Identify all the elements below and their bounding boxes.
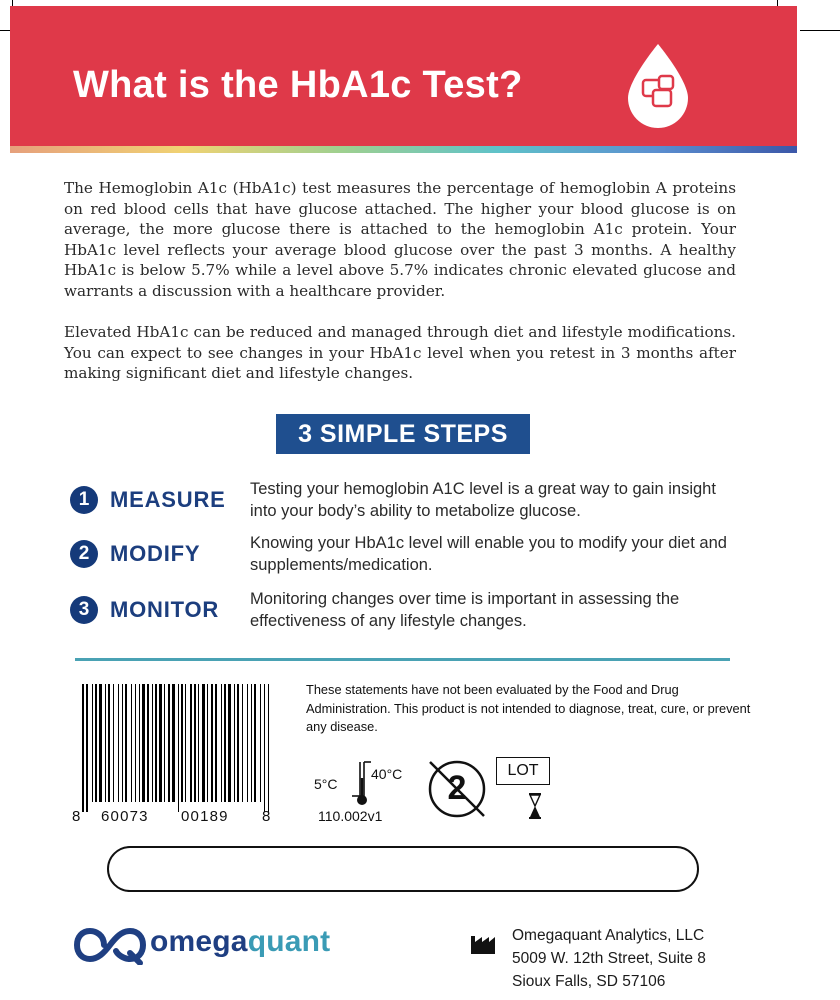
omegaquant-logo-text — [150, 922, 330, 962]
city-state-zip: Sioux Falls, SD 57106 — [512, 973, 666, 990]
barcode-bar — [135, 684, 136, 802]
barcode-bar — [260, 684, 261, 802]
barcode-bar — [181, 684, 183, 802]
manufacturer-address — [512, 924, 706, 993]
barcode-bar — [122, 684, 123, 802]
logo-text-quant: quant — [247, 925, 331, 958]
barcode-bar — [168, 684, 170, 802]
barcode-bar — [95, 684, 97, 802]
step-description: Knowing your HbA1c level will enable you to modify your diet and supplements/medication. — [250, 534, 727, 574]
step-monitor — [70, 590, 750, 646]
barcode-bar — [139, 684, 140, 802]
step-description: Monitoring changes over time is important in assessing the effectiveness of any lifestyle changes. — [250, 590, 680, 630]
barcode-bar — [242, 684, 243, 802]
step-name: MODIFY — [110, 541, 201, 566]
barcode-digits-left: 60073 — [101, 808, 149, 825]
step-number-badge: 2 — [70, 540, 98, 568]
intro-paragraph-2: Elevated HbA1c can be reduced and managed through diet and lifestyle modifications. You can expect to see changes in your HbA1c level when you retest in 3 months after making significant diet and lifestyle changes. — [64, 323, 736, 382]
step-measure — [70, 480, 750, 536]
barcode-bar — [159, 684, 162, 802]
crop-mark-right — [800, 30, 840, 31]
section-divider — [75, 658, 730, 661]
barcode-digit-system: 8 — [72, 808, 82, 825]
blood-drop-cells-icon — [620, 40, 696, 130]
barcode-bar — [234, 684, 235, 802]
barcode-bar — [251, 684, 252, 802]
barcode-bar — [131, 684, 132, 802]
logo-text-omega: omega — [150, 925, 248, 958]
barcode-bar — [190, 684, 192, 802]
lot-box: LOT — [496, 757, 550, 785]
company-name: Omegaquant Analytics, LLC — [512, 927, 705, 944]
barcode-bar — [152, 684, 153, 802]
barcode-bar — [142, 684, 145, 802]
barcode-bar — [105, 684, 106, 802]
steps-heading: 3 SIMPLE STEPS — [276, 414, 530, 454]
temperature-max: 40°C — [371, 766, 403, 782]
page-title: What is the HbA1c Test? — [73, 64, 523, 106]
step-number-badge: 3 — [70, 596, 98, 624]
barcode-digits-right: 00189 — [181, 808, 229, 825]
step-description: Testing your hemoglobin A1C level is a great way to gain insight into your body’s ability to metabolize glucose. — [250, 480, 716, 520]
barcode-bar — [99, 684, 102, 802]
barcode-bar — [118, 684, 119, 802]
expiry-hourglass-icon — [527, 792, 543, 820]
barcode-bar — [113, 684, 114, 802]
write-in-field — [107, 846, 699, 892]
version-code: 110.002v1 — [318, 808, 383, 824]
rainbow-stripe — [10, 146, 797, 153]
barcode-bar — [198, 684, 199, 802]
temperature-min: 5°C — [314, 776, 338, 792]
barcode-bar — [178, 684, 179, 812]
temperature-limit-icon — [350, 758, 372, 808]
barcode-bar — [194, 684, 196, 802]
barcode-bar — [86, 684, 88, 812]
barcode-bar — [268, 684, 269, 812]
barcode-bar — [254, 684, 256, 802]
barcode-bar — [247, 684, 248, 802]
manufacturer-icon — [470, 932, 496, 954]
fda-disclaimer: These statements have not been evaluated by the Food and Drug Administration. This product is not intended to diagnose, treat, cure, or prevent any disease. — [306, 682, 751, 734]
step-modify — [70, 534, 750, 590]
step-name: MONITOR — [110, 597, 220, 622]
intro-paragraph-1: The Hemoglobin A1c (HbA1c) test measures the percentage of hemoglobin A proteins on red blood cells that have glucose attached. The higher your blood glucose is on average, the more glucose there is attached to the hemoglobin A1c protein. Your HbA1c level reflects your average blood glucose over the past 3 months. A healthy HbA1c is below 5.7% while a level above 5.7% indicates chronic elevated glucose and warrants a discussion with a healthcare provider. — [64, 179, 736, 300]
barcode-bar — [237, 684, 239, 802]
step-name: MEASURE — [110, 487, 226, 512]
barcode-bar — [224, 684, 226, 802]
barcode-bar — [92, 684, 93, 802]
barcode-bar — [155, 684, 157, 802]
barcode-bar — [125, 684, 127, 802]
do-not-reuse-number: 2 — [447, 769, 467, 807]
street-address: 5009 W. 12th Street, Suite 8 — [512, 950, 706, 967]
barcode-bar — [202, 684, 205, 802]
barcode-digit-check: 8 — [262, 808, 272, 825]
barcode-bar — [172, 684, 175, 802]
barcode-bar — [211, 684, 213, 802]
barcode-bar — [215, 684, 217, 802]
barcode-bar — [185, 684, 186, 802]
barcode-bar — [164, 684, 165, 802]
do-not-reuse-icon — [424, 756, 490, 820]
barcode-bar — [264, 684, 265, 812]
barcode — [80, 684, 272, 812]
omegaquant-logo-icon — [74, 925, 146, 965]
barcode-bar — [108, 684, 110, 802]
barcode-bar — [147, 684, 149, 802]
step-number-badge: 1 — [70, 486, 98, 514]
barcode-bar — [221, 684, 222, 802]
barcode-bar — [82, 684, 84, 812]
barcode-bar — [228, 684, 231, 802]
barcode-bar — [207, 684, 208, 802]
